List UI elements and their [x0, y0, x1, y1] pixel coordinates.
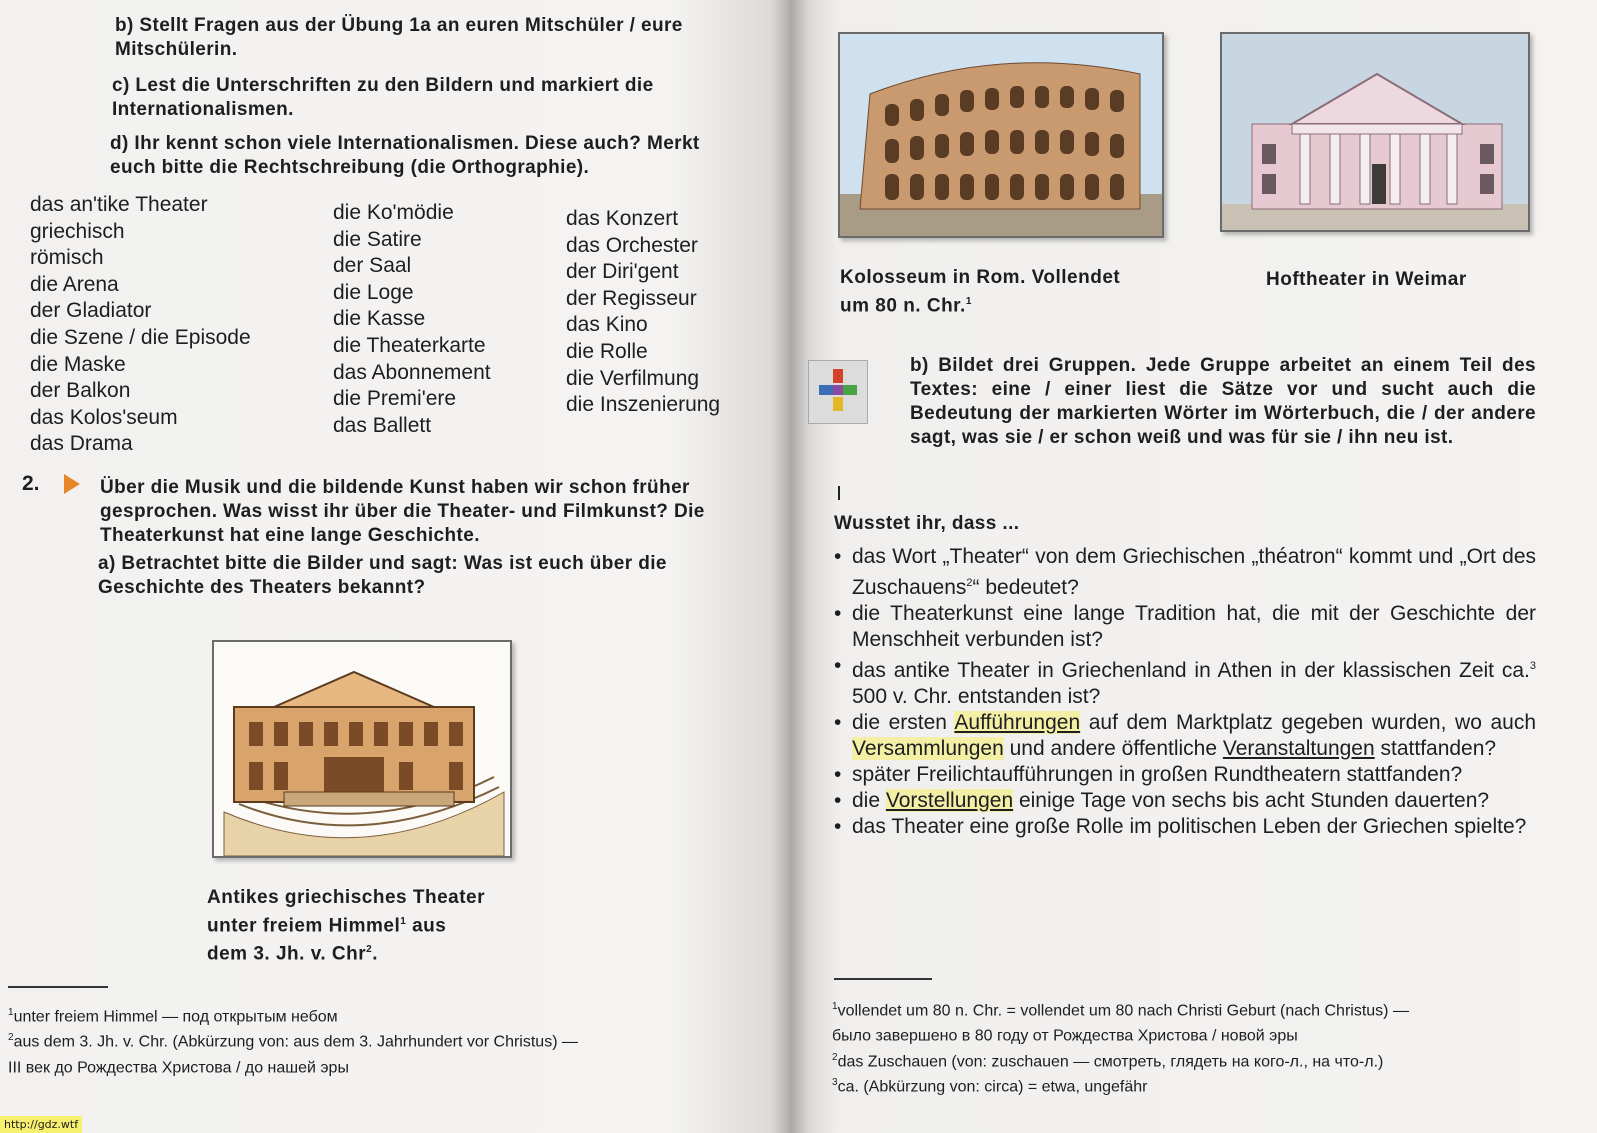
footnote-divider-right — [834, 978, 932, 980]
vocab-item: das Kolos'seum — [30, 405, 178, 429]
fact-6: • die Vorstellungen einige Tage von sechs bis acht Stunden dauerten? — [834, 788, 1536, 814]
greek-theater-caption — [207, 886, 527, 967]
exercise-number: 2. — [22, 472, 40, 495]
footnote-line — [832, 1072, 1572, 1097]
vocab-item: das Abonnement — [333, 360, 491, 384]
task-b-right: b) Bildet drei Gruppen. Jede Gruppe arbeitet an einem Teil des Textes: eine / einer liest die Sätze vor und sucht auch die Bedeutung der markierten Wörter im Wörterbuch, die / der andere sagt, was sie / er schon weiß und was für sie / ihn neu ist. — [910, 355, 1536, 448]
vocab-item: die Szene / die Episode — [30, 325, 251, 349]
footnote-divider — [8, 986, 108, 988]
caption-line-3: dem 3. Jh. v. Chr$^2$. — [207, 943, 378, 965]
vocab-item: der Diri'gent — [566, 260, 679, 284]
weimar-caption: Hoftheater in Weimar — [1266, 269, 1467, 290]
vocab-item: die Arena — [30, 272, 119, 296]
vocab-item: das Orchester — [566, 233, 698, 257]
facts-title: Wusstet ihr, dass ... — [834, 513, 1020, 534]
footnotes-left — [8, 1002, 748, 1078]
vocab-item: griechisch — [30, 219, 125, 243]
footnote-text: das Zuschauen (von: zuschauen — смотреть, глядеть на кого-л., на что-л.) — [837, 1052, 1384, 1070]
exercise-2-intro: Über die Musik und die bildende Kunst haben wir schon früher gesprochen. Was wisst ihr über die Theater- und Filmkunst? Die Theaterkunst hat eine lange Geschichte. — [100, 477, 705, 546]
vocab-column-2 — [333, 200, 491, 439]
fact-1: • das Wort „Theater“ von dem Griechischen „théatron“ kommt und „Ort des Zuschauens$^2$“ bedeutet? — [834, 544, 1536, 601]
vocab-item: das Kino — [566, 313, 648, 337]
facts-list — [834, 544, 1536, 840]
highlight-auffuehrungen: Aufführungen — [954, 711, 1081, 734]
greek-theater-drawing — [214, 642, 510, 856]
footnote-text: aus dem 3. Jh. v. Chr. (Abkürzung von: aus dem 3. Jahrhundert vor Christus) — — [13, 1033, 578, 1051]
footnote-text: III век до Рождества Христова / до нашей эры — [8, 1058, 349, 1076]
right-page — [790, 0, 1597, 1133]
vocab-item: das an'tike Theater — [30, 193, 208, 216]
vocab-item: die Loge — [333, 280, 414, 304]
footnote-text: ca. (Abkürzung von: circa) = etwa, ungefähr — [837, 1078, 1148, 1096]
vocab-item: die Theaterkarte — [333, 333, 486, 357]
hoftheater-photo — [1222, 34, 1528, 230]
exercise-2a: a) Betrachtet bitte die Bilder und sagt: Was ist euch über die Geschichte des Theaters bekannt? — [98, 553, 667, 598]
fact-2: • die Theaterkunst eine lange Tradition hat, die mit der Geschichte der Menschheit verbunden ist? — [834, 601, 1536, 653]
colosseum-caption — [840, 266, 1200, 318]
caption-line-1: Antikes griechisches Theater — [207, 887, 485, 908]
colosseum-image — [838, 32, 1164, 238]
colosseum-photo — [840, 34, 1162, 236]
footnote-mark: 2 — [8, 1032, 14, 1044]
footnote-mark: 2 — [832, 1051, 838, 1063]
book-gutter — [770, 0, 810, 1133]
footnote-mark: 1 — [8, 1007, 14, 1018]
footnote-text: было завершено в 80 году от Рождества Христова / новой эры — [832, 1027, 1298, 1045]
highlight-versammlungen: Versammlungen — [852, 737, 1004, 760]
fact-7: • das Theater eine große Rolle im politischen Leben der Griechen spielte? — [834, 814, 1536, 840]
vocab-column-1 — [30, 192, 251, 458]
vocab-item: der Regisseur — [566, 286, 697, 310]
vocab-item: die Satire — [333, 227, 422, 251]
footnote-line — [832, 1021, 1572, 1046]
footnote-line — [832, 1047, 1572, 1072]
vocab-item: die Maske — [30, 352, 126, 376]
fact-3: • das antike Theater in Griechenland in Athen in der klassischen Zeit ca.$^3$ 500 v. Chr. entstanden ist? — [834, 653, 1536, 710]
footnote-line — [8, 1053, 748, 1078]
caption-line-2: unter freiem Himmel$^1$ aus — [207, 915, 447, 937]
fact-5: • später Freilichtaufführungen in großen Rundtheatern stattfanden? — [834, 762, 1536, 788]
footnote-line — [8, 1002, 748, 1027]
vocab-item: das Konzert — [566, 207, 679, 230]
vocab-item: die Inszenierung — [566, 393, 721, 417]
underline-veranstaltungen: Veranstaltungen — [1222, 737, 1375, 760]
group-work-icon — [808, 360, 868, 424]
footnotes-right — [832, 996, 1572, 1097]
vocab-item: die Ko'mödie — [333, 201, 454, 224]
colosseum-caption-line-1: Kolosseum in Rom. Vollendet — [840, 267, 1121, 288]
left-page — [0, 0, 790, 1133]
source-url: http://gdz.wtf — [0, 1116, 82, 1133]
vocab-column-3 — [566, 206, 720, 419]
task-d-left: d) Ihr kennt schon viele Internationalismen. Diese auch? Merkt euch bitte die Rechtschreibung (die Orthographie). — [110, 133, 700, 178]
footnote-mark: 1 — [832, 1001, 838, 1012]
vocab-item: die Rolle — [566, 339, 648, 363]
vocab-item: der Balkon — [30, 379, 131, 403]
group-work-icon-graphic — [809, 361, 867, 423]
margin-mark — [838, 486, 840, 500]
orange-triangle-arrow-icon — [64, 474, 80, 494]
vocab-item: der Gladiator — [30, 299, 152, 323]
vocab-item: die Verfilmung — [566, 366, 700, 390]
footnote-text: unter freiem Himmel — под открытым небом — [13, 1008, 338, 1026]
footnote-line — [8, 1027, 748, 1052]
highlight-vorstellungen: Vorstellungen — [885, 789, 1014, 812]
footnote-line — [832, 996, 1572, 1021]
vocab-item: römisch — [30, 246, 104, 270]
fact-4: • die ersten Aufführungen auf dem Marktplatz gegeben wurden, wo auch Versammlungen und andere öffentliche Veranstaltungen stattfanden? — [834, 710, 1536, 762]
vocab-item: die Premi'ere — [333, 387, 457, 411]
footnote-text: vollendet um 80 n. Chr. = vollendet um 80 nach Christi Geburt (nach Christus) — — [837, 1002, 1409, 1020]
hoftheater-weimar-image — [1220, 32, 1530, 232]
task-c-left: c) Lest die Unterschriften zu den Bildern und markiert die Internationalismen. — [112, 75, 654, 120]
footnote-mark: 3 — [832, 1076, 838, 1088]
task-b-left: b) Stellt Fragen aus der Übung 1a an euren Mitschüler / eure Mitschülerin. — [115, 15, 683, 60]
vocab-item: die Kasse — [333, 307, 426, 331]
greek-theater-image — [212, 640, 512, 858]
vocab-item: das Ballett — [333, 413, 432, 437]
colosseum-caption-line-2: um 80 n. Chr.$^1$ — [840, 295, 972, 317]
vocab-item: das Drama — [30, 432, 133, 456]
vocab-item: der Saal — [333, 254, 412, 278]
